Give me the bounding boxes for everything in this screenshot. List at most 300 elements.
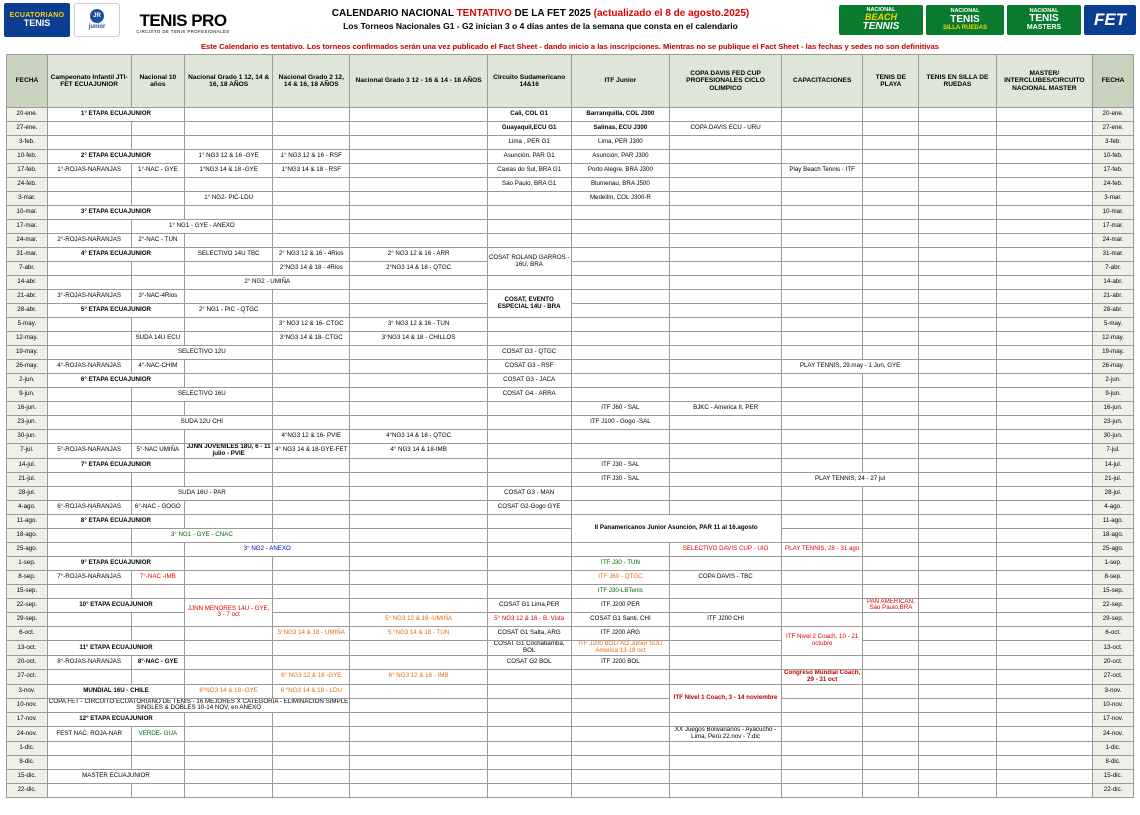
table-cell — [670, 444, 782, 459]
table-cell — [571, 276, 670, 290]
table-cell — [919, 346, 996, 360]
table-row — [7, 430, 1134, 444]
table-cell: ITF J200 BOL — [571, 655, 670, 669]
table-cell — [273, 641, 350, 656]
table-row — [7, 528, 1134, 542]
table-cell — [670, 150, 782, 164]
row-date-right: 3-mar. — [1093, 192, 1134, 206]
column-header-8: COPA DAVIS FED CUP PROFESIONALES CICLO OLIMPICO — [670, 55, 782, 108]
table-cell: COSAT G4 - ARRA — [487, 388, 571, 402]
table-cell — [670, 290, 782, 304]
table-cell — [670, 206, 782, 220]
table-cell — [996, 472, 1093, 486]
table-cell: COSAT G1 Salta, ARG — [487, 627, 571, 641]
table-row — [7, 276, 1134, 290]
table-row — [7, 178, 1134, 192]
table-cell — [571, 360, 670, 374]
table-cell — [131, 584, 185, 598]
row-date-right: 8-dic. — [1093, 755, 1134, 769]
left-logos — [4, 3, 242, 37]
table-cell: 1° NG1 - GYE - ANEXO — [131, 220, 273, 234]
table-cell — [487, 276, 571, 290]
row-date-right: 16-jun. — [1093, 402, 1134, 416]
table-cell — [273, 206, 350, 220]
table-cell — [273, 613, 350, 627]
table-cell — [919, 627, 996, 641]
table-cell — [996, 542, 1093, 556]
table-cell — [781, 178, 863, 192]
table-cell — [670, 178, 782, 192]
table-cell: ITF J200 CHI — [670, 613, 782, 627]
table-cell: Asunción, PAR G1 — [487, 150, 571, 164]
table-cell — [996, 150, 1093, 164]
table-cell — [919, 684, 996, 698]
table-cell — [996, 570, 1093, 584]
column-header-6: Circuito Sudamericano 14&16 — [487, 55, 571, 108]
table-cell: 5°-NAC UMIÑA — [131, 444, 185, 459]
table-cell: 3° NG2 - ANEXO — [185, 542, 350, 556]
table-cell — [670, 318, 782, 332]
row-date-right: 13-oct. — [1093, 641, 1134, 656]
beach-logo-line3: TENNIS — [862, 21, 900, 33]
table-cell — [919, 388, 996, 402]
row-date-left: 22-sep. — [7, 598, 48, 613]
table-cell — [185, 374, 273, 388]
table-cell — [919, 613, 996, 627]
row-date-left: 15-sep. — [7, 584, 48, 598]
table-cell — [863, 669, 919, 684]
table-cell — [47, 430, 131, 444]
row-date-left: 25-ago. — [7, 542, 48, 556]
table-cell — [996, 458, 1093, 472]
table-cell: Blumenau, BRA J500 — [571, 178, 670, 192]
table-cell — [185, 655, 273, 669]
row-date-right: 7-abr. — [1093, 262, 1134, 276]
table-cell — [863, 444, 919, 459]
table-cell — [781, 192, 863, 206]
table-cell — [185, 641, 273, 656]
table-cell — [131, 755, 185, 769]
table-cell — [863, 388, 919, 402]
table-cell — [919, 206, 996, 220]
table-cell — [185, 262, 273, 276]
table-cell — [273, 570, 350, 584]
table-cell — [47, 122, 131, 136]
table-row — [7, 755, 1134, 769]
table-cell — [996, 332, 1093, 346]
table-cell — [996, 500, 1093, 514]
table-cell — [487, 192, 571, 206]
table-cell — [919, 416, 996, 430]
row-date-left: 10-nov. — [7, 698, 48, 713]
table-cell — [670, 769, 782, 783]
table-cell — [487, 528, 571, 542]
table-cell: 5° NG3 12 & 16 - B. Vista — [487, 613, 571, 627]
table-cell: ITF Nivel 2 Coach, 10 - 21 octubre — [781, 627, 863, 656]
table-cell: 2°-ROJAS-NARANJAS — [47, 234, 131, 248]
row-date-left: 20-oct. — [7, 655, 48, 669]
table-cell — [919, 318, 996, 332]
row-date-right: 14-jul. — [1093, 458, 1134, 472]
table-cell — [781, 613, 863, 627]
row-date-left: 19-may. — [7, 346, 48, 360]
table-cell — [131, 613, 185, 627]
table-cell — [131, 472, 185, 486]
table-cell: ITF J30 - TUN — [571, 556, 670, 570]
table-cell: COSAT G3 - QTGC — [487, 346, 571, 360]
table-cell — [919, 234, 996, 248]
table-cell — [571, 430, 670, 444]
table-cell — [47, 486, 131, 500]
row-date-right: 1-dic. — [1093, 741, 1134, 755]
table-cell — [919, 741, 996, 755]
row-date-left: 14-abr. — [7, 276, 48, 290]
row-date-right: 26-may. — [1093, 360, 1134, 374]
table-row — [7, 234, 1134, 248]
table-cell — [185, 472, 273, 486]
table-cell: ITF J30-LBTenis — [571, 584, 670, 598]
table-row — [7, 713, 1134, 727]
table-cell: Play Beach Tennis - ITF — [781, 164, 863, 178]
table-cell — [571, 388, 670, 402]
row-date-left: 12-may. — [7, 332, 48, 346]
table-cell — [273, 360, 350, 374]
masters-logo-line2: TENIS — [1029, 13, 1059, 25]
table-cell — [131, 783, 185, 797]
table-cell — [863, 556, 919, 570]
row-date-left: 28-abr. — [7, 304, 48, 318]
table-cell: XX Juegos Bolivarianos - Ayacucho - Lima, Perú 22.nov - 7.dic — [670, 727, 782, 742]
table-cell — [487, 430, 571, 444]
table-cell — [919, 262, 996, 276]
table-cell — [350, 542, 487, 556]
fet-logo: FET — [1084, 5, 1136, 35]
table-cell — [47, 584, 131, 598]
table-cell — [996, 783, 1093, 797]
table-cell — [350, 276, 487, 290]
table-cell — [996, 108, 1093, 122]
table-cell — [996, 430, 1093, 444]
row-date-left: 10-mar. — [7, 206, 48, 220]
table-cell — [781, 783, 863, 797]
row-date-left: 9-jun. — [7, 388, 48, 402]
table-cell — [781, 556, 863, 570]
table-row — [7, 741, 1134, 755]
table-cell — [919, 136, 996, 150]
table-cell — [863, 684, 919, 698]
table-cell — [670, 641, 782, 656]
table-cell — [487, 713, 571, 727]
table-cell — [350, 472, 487, 486]
table-cell — [919, 669, 996, 684]
table-cell — [571, 669, 670, 684]
table-cell: 6°-ROJAS-NARANJAS — [47, 500, 131, 514]
table-cell: ITF J200 ARG — [571, 627, 670, 641]
table-row — [7, 192, 1134, 206]
table-cell — [863, 108, 919, 122]
table-cell — [571, 486, 670, 500]
table-cell — [670, 655, 782, 669]
table-cell — [350, 122, 487, 136]
table-cell — [863, 276, 919, 290]
ruedas-logo-line3: SILLA RUEDAS — [942, 24, 988, 31]
row-date-right: 18-ago. — [1093, 528, 1134, 542]
row-date-right: 27-oct. — [1093, 669, 1134, 684]
table-cell: COSAT G3 - MAN — [487, 486, 571, 500]
table-cell — [571, 346, 670, 360]
table-cell — [863, 192, 919, 206]
table-cell — [487, 332, 571, 346]
table-cell — [131, 178, 185, 192]
row-date-right: 20-ene. — [1093, 108, 1134, 122]
table-cell — [996, 514, 1093, 528]
row-date-left: 7-jul. — [7, 444, 48, 459]
table-cell — [919, 769, 996, 783]
table-cell — [487, 458, 571, 472]
table-cell: MUNDIAL 16U - CHILE — [47, 684, 184, 698]
table-cell — [781, 598, 863, 613]
table-cell — [919, 458, 996, 472]
table-row — [7, 220, 1134, 234]
table-cell: 5°NG3 14 & 18 - UMIÑA — [273, 627, 350, 641]
table-cell: 7°-NAC -IMB — [131, 570, 185, 584]
column-header-0: FECHA — [7, 55, 48, 108]
row-date-right: 31-mar. — [1093, 248, 1134, 262]
tenispro-logo-subtitle: CIRCUITO DE TENIS PROFESIONALES — [136, 28, 230, 34]
table-cell — [670, 304, 782, 318]
table-cell: ITF J200 PER — [571, 598, 670, 613]
title-part-a: CALENDARIO NACIONAL — [331, 8, 457, 20]
table-cell — [919, 220, 996, 234]
table-cell: COSAT G2 BOL — [487, 655, 571, 669]
table-cell — [781, 150, 863, 164]
table-cell — [350, 346, 487, 360]
table-cell: Barranquilla, COL J300 — [571, 108, 670, 122]
table-cell: Porto Alegre, BRA J300 — [571, 164, 670, 178]
table-cell: 3° NG1 - GYE - CNAC — [131, 528, 273, 542]
row-date-left: 3-feb. — [7, 136, 48, 150]
table-row — [7, 627, 1134, 641]
table-cell — [781, 318, 863, 332]
table-cell — [919, 178, 996, 192]
table-cell — [670, 472, 782, 486]
table-cell — [273, 514, 350, 528]
row-date-right: 9-jun. — [1093, 388, 1134, 402]
table-cell — [350, 684, 487, 698]
table-cell — [781, 262, 863, 276]
table-cell — [996, 388, 1093, 402]
row-date-right: 30-jun. — [1093, 430, 1134, 444]
table-cell — [863, 332, 919, 346]
table-cell — [919, 122, 996, 136]
table-cell — [863, 318, 919, 332]
table-cell — [863, 783, 919, 797]
table-cell — [487, 755, 571, 769]
table-cell — [273, 304, 350, 318]
table-cell — [571, 741, 670, 755]
right-logos — [839, 5, 1136, 35]
table-cell — [996, 276, 1093, 290]
table-cell — [781, 458, 863, 472]
table-cell — [571, 318, 670, 332]
table-cell: SUDA 16U - PAR — [131, 486, 273, 500]
table-cell — [996, 318, 1093, 332]
table-cell — [350, 234, 487, 248]
table-cell — [670, 164, 782, 178]
table-cell — [487, 783, 571, 797]
table-cell — [996, 769, 1093, 783]
row-date-right: 1-sep. — [1093, 556, 1134, 570]
table-cell — [670, 248, 782, 262]
table-cell — [863, 206, 919, 220]
table-cell — [863, 613, 919, 627]
table-cell — [273, 713, 350, 727]
table-cell: 5° NG3 12 & 16 -UMIÑA — [350, 613, 487, 627]
table-cell — [131, 136, 185, 150]
row-date-left: 24-nov. — [7, 727, 48, 742]
table-cell: PLAY TENNIS, 24 - 27 jul — [781, 472, 918, 486]
table-cell — [487, 318, 571, 332]
table-cell — [131, 276, 185, 290]
table-cell — [47, 542, 131, 556]
table-cell — [863, 741, 919, 755]
table-cell — [350, 486, 487, 500]
table-cell — [487, 570, 571, 584]
table-cell — [185, 290, 273, 304]
beach-logo-line1: NACIONAL — [866, 6, 896, 13]
table-cell — [350, 655, 487, 669]
table-cell: 3°NG3 14 & 18 - CHILLOS — [350, 332, 487, 346]
table-cell — [350, 783, 487, 797]
table-cell — [131, 192, 185, 206]
column-header-7: ITF Junior — [571, 55, 670, 108]
table-cell: Salinas, ECU J300 — [571, 122, 670, 136]
row-date-right: 7-jul. — [1093, 444, 1134, 459]
table-cell: PAN AMERICAN, Sao Paulo,BRA — [863, 598, 919, 613]
table-cell: 2° NG1 - PIC - QTGC — [185, 304, 273, 318]
table-cell — [996, 598, 1093, 613]
table-cell: 4° NG3 14 & 18-IMB — [350, 444, 487, 459]
table-cell — [781, 528, 863, 542]
table-cell — [996, 290, 1093, 304]
table-cell — [185, 769, 273, 783]
row-date-right: 2-jun. — [1093, 374, 1134, 388]
beach-tennis-logo — [839, 5, 923, 35]
table-cell: II Panamericanos Junior Asunción, PAR 11 al 16.agosto — [571, 514, 781, 542]
table-cell — [350, 290, 487, 304]
table-cell — [670, 713, 782, 727]
table-cell — [996, 684, 1093, 698]
row-date-left: 6-oct. — [7, 627, 48, 641]
row-date-left: 16-jun. — [7, 402, 48, 416]
table-cell: 1° NG3 12 & 16 - RSF — [273, 150, 350, 164]
table-cell — [996, 416, 1093, 430]
table-cell: 3°-NAC-4Rios — [131, 290, 185, 304]
table-cell — [273, 416, 350, 430]
table-cell — [781, 755, 863, 769]
table-row — [7, 486, 1134, 500]
row-date-left: 22-dic. — [7, 783, 48, 797]
table-cell: 4°NG3 14 & 18 - QTGC — [350, 430, 487, 444]
table-cell — [919, 641, 996, 656]
table-cell: 6 °NG3 14 & 18 - LDU — [273, 684, 350, 698]
header-bar — [0, 0, 1140, 40]
table-cell — [273, 458, 350, 472]
table-cell — [185, 458, 273, 472]
table-cell — [47, 192, 131, 206]
table-cell: ITF J30 - SAL — [571, 458, 670, 472]
table-cell: 10° ETAPA ECUAJUNIOR — [47, 598, 184, 613]
table-cell — [47, 755, 131, 769]
table-cell — [863, 122, 919, 136]
row-date-right: 28-jul. — [1093, 486, 1134, 500]
table-cell — [863, 641, 919, 656]
table-cell — [996, 178, 1093, 192]
table-cell: 3°NG3 14 & 18- CTGC — [273, 332, 350, 346]
table-cell — [919, 584, 996, 598]
table-cell: 3° NG3 12 & 16- CTGC — [273, 318, 350, 332]
table-cell — [781, 276, 863, 290]
table-cell — [781, 486, 863, 500]
table-cell: 4°-NAC-CHIM — [131, 360, 185, 374]
table-cell: 1° NG2- PIC-LDU — [185, 192, 273, 206]
table-cell — [350, 136, 487, 150]
table-cell — [996, 655, 1093, 669]
table-cell: FEST NAC. ROJA-NAR — [47, 727, 131, 742]
table-cell — [919, 430, 996, 444]
table-cell — [919, 150, 996, 164]
beach-logo-line2: BEACH — [864, 12, 897, 23]
row-date-left: 17-mar. — [7, 220, 48, 234]
table-cell — [571, 262, 670, 276]
table-cell — [273, 374, 350, 388]
column-header-5: Nacional Grado 3 12 - 16 & 14 - 18 AÑOS — [350, 55, 487, 108]
title-part-b: DE LA FET 2025 — [511, 8, 594, 20]
row-date-left: 1-sep. — [7, 556, 48, 570]
junior-logo-label: junior — [88, 24, 106, 31]
table-cell: 5 °NG3 14 & 18 - TUN — [350, 627, 487, 641]
table-cell — [185, 584, 273, 598]
table-row — [7, 783, 1134, 797]
table-cell — [273, 783, 350, 797]
table-cell — [131, 402, 185, 416]
table-cell — [350, 458, 487, 472]
row-date-right: 19-may. — [1093, 346, 1134, 360]
table-row — [7, 584, 1134, 598]
table-cell — [919, 655, 996, 669]
table-cell — [571, 500, 670, 514]
table-cell — [273, 727, 350, 742]
table-cell — [996, 122, 1093, 136]
table-cell — [781, 234, 863, 248]
table-row — [7, 360, 1134, 374]
row-date-right: 29-sep. — [1093, 613, 1134, 627]
table-cell — [273, 755, 350, 769]
table-cell — [350, 769, 487, 783]
table-cell: VERDE- GUA — [131, 727, 185, 742]
table-row — [7, 108, 1134, 122]
table-cell: 4° ETAPA ECUAJUNIOR — [47, 248, 184, 262]
table-cell — [781, 416, 863, 430]
row-date-left: 30-jun. — [7, 430, 48, 444]
table-cell — [571, 769, 670, 783]
table-cell — [185, 206, 273, 220]
junior-logo-mark: JR — [90, 9, 104, 23]
table-cell: COSAT ROLAND GARROS - 16U, BRA — [487, 248, 571, 276]
table-cell — [571, 713, 670, 727]
table-cell — [863, 262, 919, 276]
masters-logo-line3: MASTERS — [1026, 24, 1062, 32]
